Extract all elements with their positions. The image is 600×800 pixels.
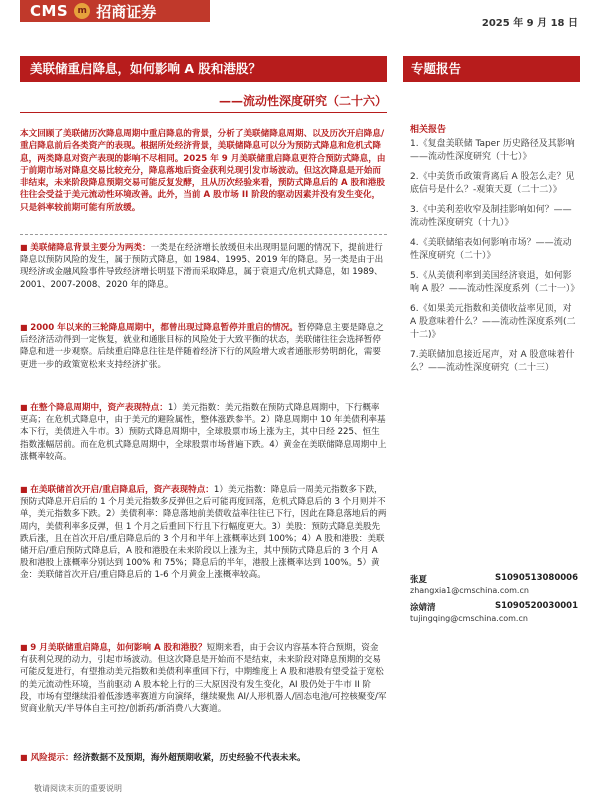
bullet-icon: ■ [20, 243, 28, 252]
header [0, 0, 600, 38]
logo-text: CMS [30, 2, 69, 20]
analyst-name: 涂婧清 [410, 603, 436, 613]
related-report-link[interactable]: 3.《中美利差收窄及制挂影响如何？——流动性深度研究（十九）》 [410, 205, 572, 228]
analyst-name: 张夏 [410, 575, 428, 585]
bullet-icon: ■ [20, 643, 28, 652]
title-rule [20, 112, 387, 113]
section-body: 短期来看，由于会议内容基本符合预期，资金有获利兑现的动力，引起市场波动。但这次降息是开始而不是结束，未来阶段对降息预期的交易可能反复进行，有望推动美元指数和美债利率重回下行，中期维度上 A 股和港股有望受益于宽松的美元流动性环境，当前驱动 A 股本轮上行的三大原因没有发生变化，AI 股仍处于牛市 II 阶段，市场有望继续沿着低渗透率赛道方向演绎，继续聚焦 AI/人形机器人/固态电池/可控核聚变/军贸商业航天/半导体自主可控/创新药/新消费八大赛道。 [20, 643, 387, 715]
section-lead: 2000 年以来的三轮降息周期中，都曾出现过降息暂停并重启的情况。 [30, 323, 298, 333]
section-lead: 风险提示： [30, 753, 74, 763]
section-body: 1）美元指数：美元指数在预防式降息周期中，下行概率更高；在危机式降息中，由于美元的避险属性，整体涨跌参半。2）降息周期中 10 年美债利率基本下行，美债进入牛市。3）预防式降息周期中，全球股票市场上涨为主，其中日经 225、恒生指数涨幅居前。而在危机式降息周期中，全球股票市场普遍下跌。4）黄金在美联储降息周期中上涨概率较高。 [20, 403, 387, 462]
analysts [410, 573, 578, 629]
section-body: 1）美元指数：降息后一周美元指数多下跌，预防式降息开启后的 1 个月美元指数多反弹但之后可能再度回落，危机式降息后的 3 个月则并不单，美元指数多下跌。2）美债利率：降息落地前美债收益率往往已下行，因此在降息落地后的两周内，美债利率多反弹，但 1 个月之后重回下行且下行幅度更大。3）美股：预防式降息美股先跌后涨，且在首次开启/重启降息后的 3 个月和半年上涨概率达到 100%；4）A 股和港股：美联储开启/重启预防式降息后，A 股和港股在未来阶段以上涨为主，其中预防式降息后的 3 个月 A 股和港股上涨概率分别达到 100% 和 75%；降息后的半年，港股上涨概率达到 100%。5）黄金：美联储首次开启/重启降息后的 1-6 个月黄金上涨概率较高。 [20, 485, 387, 581]
section-background [20, 242, 387, 291]
related-report-link[interactable]: 2.《中美货币政策背离后 A 股怎么走？见底信号是什么？-观策天夏（二十二）》 [410, 172, 575, 195]
related-report-link[interactable]: 1.《复盘美联储 Taper 历史路径及其影响 ——流动性深度研究（十七）》 [410, 139, 575, 162]
logo [20, 0, 210, 22]
section-september-cut [20, 642, 387, 715]
bullet-icon: ■ [20, 485, 28, 494]
footer-note: 敬请阅读末页的重要说明 [34, 784, 122, 793]
section-lead: 在整个降息周期中，资产表现特点： [30, 403, 168, 413]
section-lead: 美联储降息背景主要分为两类： [30, 243, 151, 253]
section-body: 一类是在经济增长放缓但未出现明显问题的情况下，提前进行降息以预防风险的发生，属于预防式降息，如 1984、1995、2019 年的降息。另一类是由于出现经济或金融风险事件导致经济增长明显下滑而采取降息，属于衰退式/危机式降息，如 1989、2001、2007-2008、2020 年的降息。 [20, 243, 384, 290]
analyst [410, 601, 578, 623]
section-first-cut-assets [20, 484, 387, 582]
section-cycle-assets [20, 402, 387, 463]
bullet-icon: ■ [20, 753, 28, 762]
section-body: 暂停降息主要是降息之后经济活动得到一定恢复，就业和通胀目标的风险处于大致平衡的状态，美联储往往会选择暂停降息和进一步观察。后续重启降息往往是伴随着经济下行的风险增大或者通胀形势明朗化，需要更进一步的政策宽松来支持经济扩张。 [20, 323, 384, 370]
logo-cn: 招商证券 [96, 2, 157, 21]
report-title: 美联储重启降息，如何影响 A 股和港股？ [20, 56, 387, 82]
related-reports-list [410, 138, 578, 382]
section-pause-restart [20, 322, 387, 371]
abstract-divider [20, 234, 387, 235]
related-report-link[interactable]: 6.《如果美元指数和美债收益率见顶，对 A 股意味着什么？——流动性深度系列(二十二)》 [410, 304, 576, 340]
logo-emblem-icon: m [74, 3, 90, 19]
report-subtitle: ——流动性深度研究（二十六） [218, 94, 387, 108]
column-title: 专题报告 [403, 56, 580, 82]
section-lead: 9 月美联储重启降息，如何影响 A 股和港股？ [30, 643, 207, 653]
section-risk [20, 752, 387, 764]
related-reports-title: 相关报告 [410, 125, 447, 135]
section-body: 经济数据不及预期，海外超预期收紧，历史经验不代表未来。 [73, 753, 306, 763]
report-date: 2025 年 9 月 18 日 [481, 18, 578, 29]
section-lead: 在美联储首次开启/重启降息后，资产表现特点： [30, 485, 214, 495]
analyst-email[interactable]: zhangxia1@cmschina.com.cn [410, 586, 529, 595]
analyst-id: S1090520030001 [494, 601, 578, 611]
analyst-email[interactable]: tujingqing@cmschina.com.cn [410, 614, 528, 623]
bullet-icon: ■ [20, 323, 28, 332]
bullet-icon: ■ [20, 403, 28, 412]
related-report-link[interactable]: 4.《美联储缩表如何影响市场？——流动性深度研究（二十）》 [410, 238, 572, 261]
abstract: 本文回顾了美联储历次降息周期中重启降息的背景，分析了美联储降息周期、以及历次开启降息/重启降息前后各类资产的表现。根据所处经济背景，美联储降息可以分为预防式降息和危机式降息，两类降息对资产表现的影响不尽相同。2025 年 9 月美联储重启降息更符合预防式降息，由于前期市场对降息交易比较充分，降息落地后资金获利兑现引发市场波动。但这次降息是开始而非结束，未来阶段降息预期交易可能反复发酵，且从历次经验来看，预防式降息后的 A 股和港股往往会受益于美元流动性环境改善。此外，当前 A 股市场 II 阶段的驱动因素并没有发生变化，只是斜率较前期可能有所放缓。 [20, 129, 386, 213]
related-report-link[interactable]: 5.《从美债利率到美国经济衰退，如何影响 A 股？——流动性深度系列（二十一）》 [410, 271, 580, 294]
analyst [410, 573, 578, 595]
analyst-id: S1090513080006 [494, 573, 578, 583]
related-report-link[interactable]: 7.美联储加息接近尾声，对 A 股意味着什么？——流动性深度研究（二十三） [410, 350, 575, 373]
